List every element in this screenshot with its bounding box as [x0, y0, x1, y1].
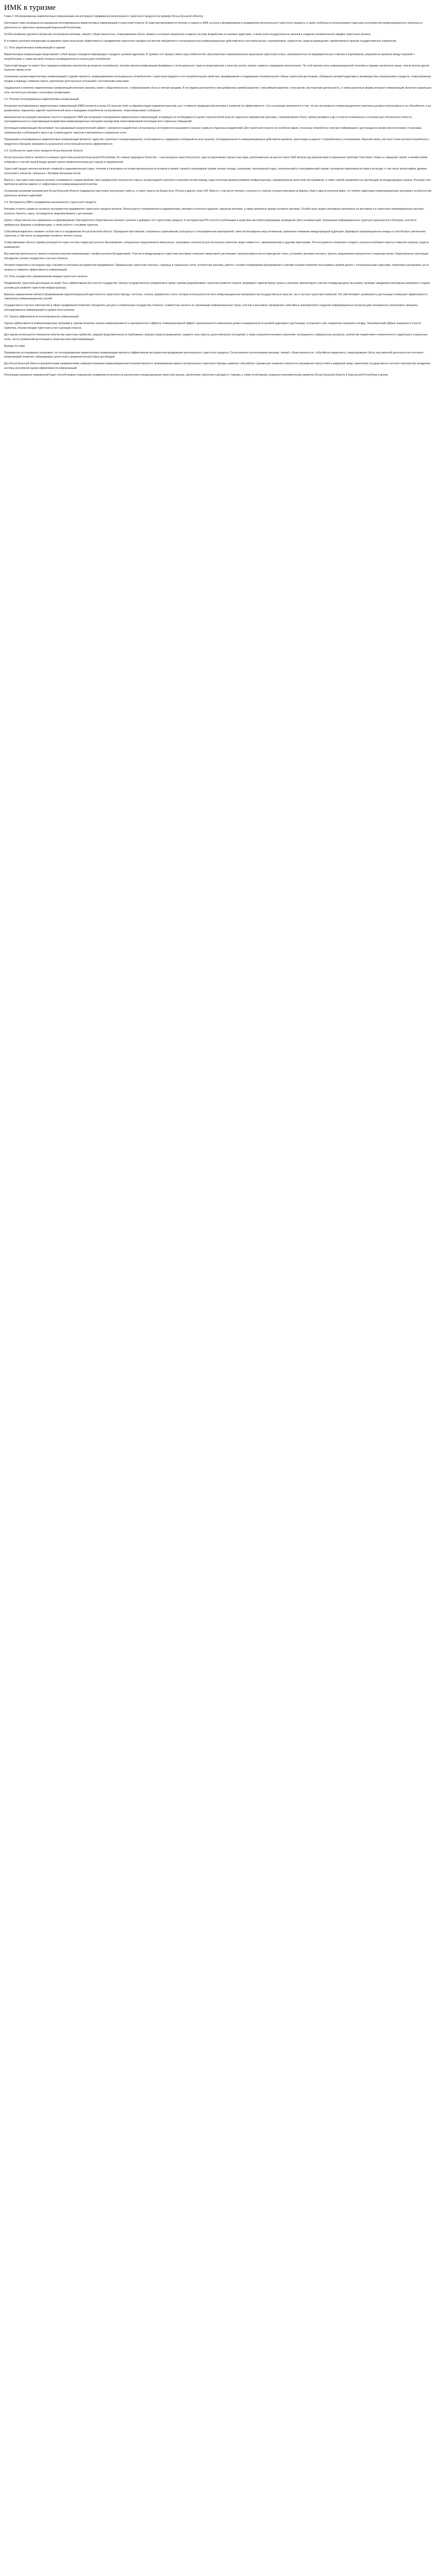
document-paragraph: Стимулирование сбыта в туризме реализуется через систему скидок для раннего бронирования, специальные предложения в межсезонье, программы лояльности для постоянных клиентов, акции совместно с авиакомпаниями и другими партнерами. Эти инструменты позволяют сгладить сезонные колебания спроса и повысить загрузку средств размещения.	[4, 241, 429, 249]
document-paragraph: Для Иссык-Кульской области приоритетными направлениями совершенствования коммуникационной политики являются: формирование единого регионального туристского бренда; развитие событийного туризма для снижения сезонности; расширение присутствия в цифровой среде; укрепление государственно-частного партнерства; внедрение системы регулярной оценки эффективности коммуникаций.	[4, 362, 430, 370]
document-paragraph: Туристский продукт региона включает пляжный и оздоровительный отдых, лечение в санаториях на основе минеральных источников и грязей, горный и пешеходный туризм, конные походы, альпинизм, горнолыжный отдых, экологический и этнографический туризм, посещение памятников истории и культуры, в том числе петроглифов, древних поселений и объектов, связанных с Великим Шелковым путем.	[4, 167, 427, 175]
document-paragraph: Важным направлением является формирование единой визуальной идентичности туристского бренда: логотипа, слогана, фирменного стиля, которые используются во всех коммуникационных материалах как государственных органов, так и частных туристских компаний. Это обеспечивает узнаваемость дестинации и повышает эффективность совокупных коммуникационных усилий.	[4, 293, 428, 301]
document-paragraph: Реклама остается одним из основных инструментов продвижения туристского продукта региона. Используются телевизионная и радиореклама, реклама в печатных изданиях, наружная реклама, а также различные формы интернет-рекламы. Особую роль играют рекламные материалы на выставках и в туристских информационных центрах: каталоги, буклеты, карты, путеводители, видеоматериалы о дестинации.	[4, 208, 425, 215]
document-body	[4, 14, 432, 378]
document-paragraph: Продвижение туристской дестинации не может быть эффективным без участия государства. Органы государственного управления в сфере туризма разрабатывают стратегию развития отрасли, формируют единый бренд страны и регионов, финансируют участие в международных выставках, проводят имиджевые рекламные кампании и создают условия для развития туристской инфраструктуры.	[4, 281, 430, 290]
document-paragraph: Для оценки используются показатели количества туристских прибытий, средней продолжительности пребывания, загрузки средств размещения, среднего чека туриста, доли повторных посещений, а также показатели интернет-аналитики: посещаемость официальных ресурсов, количество подписчиков и вовлеченность аудитории в социальных сетях, число упоминаний дестинации в средствах массовой информации.	[4, 333, 428, 341]
document-paragraph: Принципами интегрированных маркетинговых коммуникаций являются: единство стратегии и позиционирования; согласованность содержания сообщений во всех каналах; последовательность коммуникационных действий во времени; ориентация на диалог с потребителем и установление обратной связи; учет всех точек контакта потребителя с продуктом и брендом; измеримость результатов и постоянный контроль эффективности.	[4, 138, 430, 146]
document-paragraph: Глава 2. Интегрированные маркетинговые коммуникации как инструмент продвижения регионального туристского продукта (на примере Иссык-Кульской области).	[4, 15, 204, 18]
document-paragraph: Основными целями маркетинговых коммуникаций в туризме являются: информирование потенциальных потребителей о туристском продукте и его потребительских свойствах; формирование и поддержание положительного образа туристской дестинации; убеждение целевой аудитории в преимуществах предлагаемого продукта; стимулирование продаж в периоды снижения спроса; укрепление долгосрочных отношений с постоянными клиентами.	[4, 75, 431, 83]
document-paragraph: Выставочная деятельность является важным каналом коммуникации с профессиональной аудиторией. Участие в международных туристских выставках позволяет представить дестинацию туроператорам и агентствам других стран, установить деловые контакты, изучить предложения конкурентов и тенденции рынка. Национальные экспозиции объединяют усилия государства и частного бизнеса.	[4, 252, 428, 260]
document-paragraph: Традиционно в комплекс маркетинговых коммуникаций включают рекламу, связи с общественностью, стимулирование сбыта и личные продажи. В последние десятилетия к ним добавились прямой маркетинг, событийный маркетинг, спонсорство, выставочная деятельность, а также различные формы интернет-коммуникаций, включая социальные сети, контекстную рекламу и поисковую оптимизацию.	[4, 87, 431, 94]
document-paragraph: Государственно-частное партнерство в сфере продвижения позволяет объединить ресурсы и компетенции государства и бизнеса. Совместные проекты по организации информационных туров, участию в выставках, проведению событийных мероприятий и созданию информационных ресурсов дают возможность реализовать принципы интегрированных коммуникаций на уровне всего региона.	[4, 304, 418, 312]
document-paragraph: Проведенное исследование показывает, что интегрированные маркетинговые коммуникации являются эффективным инструментом продвижения регионального туристского продукта. Согласованное использование рекламы, связей с общественностью, событийного маркетинга, стимулирования сбыта, выставочной деятельности и интернет-коммуникаций позволяет сформировать целостный и привлекательный образ дестинации.	[4, 351, 425, 359]
document-paragraph: Маркетинговые коммуникации представляют собой процесс передачи информации о продукте целевой аудитории. В туризме этот процесс имеет ряд особенностей, обусловленных нематериальным характером туристской услуги, невозможностью её предварительного осмотра и опробования, разрывом во времени между покупкой и потреблением, а также высокой степенью неопределенности и риска для потребителя.	[4, 53, 414, 61]
document-paragraph: Концепция интегрированных маркетинговых коммуникаций (ИМК) возникла в конце XX века как ответ на фрагментацию медиапространства, рост стоимости традиционной рекламы и снижение её эффективности. Суть концепции заключается в том, что все инструменты коммуникационного комплекса должны использоваться не обособленно, а во взаимосвязи, подчиняясь единой стратегической цели и передавая потребителю согласованное, непротиворечивое сообщение.	[4, 104, 431, 112]
document-paragraph: Особое внимание уделяется вопросам согласования рекламы, связей с общественностью, стимулирования сбыта, прямого и интернет-маркетинга в единую систему воздействия на целевые аудитории, а также роли государственных органов в создании положительного имиджа туристского региона.	[4, 32, 372, 36]
document-paragraph: Реализация указанных направлений будет способствовать повышению узнаваемости региона на внутреннем и международном туристских рынках, увеличению турпотока и доходов от туризма, а также устойчивому социально-экономическому развитию Иссык-Кульской области и Кыргызской Республики в целом.	[4, 374, 389, 377]
document-paragraph: Иссык-Кульская область является основным туристским регионом Кыргызской Республики. Ее главное природное богатство — высокогорное озеро Иссык-Куль, одно из крупнейших горных озер мира, расположенное на высоте около 1600 метров над уровнем моря и окруженное хребтами Тянь-Шаня. Озеро не замерзает зимой, а мягкий климат побережья и чистый горный воздух делают регион привлекательным для отдыха и оздоровления.	[4, 156, 428, 164]
document-paragraph: 2.1. Роль маркетинговых коммуникаций в туризме	[4, 46, 65, 49]
document-paragraph: Оценка эффективности коммуникационных программ в туризме включает анализ коммуникативного и экономического эффекта. Коммуникативный эффект характеризуется изменением уровня осведомленности целевой аудитории о дестинации, отношения к ней, намерения совершить поездку. Экономический эффект выражается в росте турпотока, объема продаж туристских услуг и доходов отрасли.	[4, 322, 422, 330]
document-paragraph: Настоящая глава посвящена исследованию интегрированных маркетинговых коммуникаций в туристской отрасли. В главе рассматриваются понятие и сущность ИМК, их роль в формировании и продвижении регионального туристского продукта, а также особенности использования отдельных инструментов коммуникационного комплекса в деятельности туристских организаций Кыргызской Республики.	[4, 21, 423, 29]
document-paragraph: Основными целевыми рынками для Иссык-Кульской области традиционно выступают внутренние туристы, а также туристы из Казахстана, России и других стран СНГ. Вместе с тем растет интерес к региону со стороны путешественников из Европы, Азии и других регионов мира, что требует адаптации коммуникационных программ к особенностям различных целевых аудиторий.	[4, 190, 431, 198]
document-paragraph: Туристский продукт не может быть продемонстрирован покупателю до момента потребления, поэтому именно коммуникации формируют у потенциального туриста представление о качестве услуги, уровне сервиса и ожидаемых впечатлениях. По этой причине роль коммуникационной политики в туризме значительно выше, чем во многих других отраслях сферы услуг.	[4, 64, 430, 72]
document-paragraph: 2.5. Роль государства в формировании имиджа туристского региона	[4, 275, 88, 278]
document-paragraph: 2.2. Понятие интегрированных маркетинговых коммуникаций	[4, 97, 79, 101]
document-paragraph: В условиях усиления конкуренции на мировом туристском рынке эффективность продвижения туристского продукта во многом определяется согласованностью коммуникационных действий всех участников рынка: туроператоров, турагентств, средств размещения, перевозчиков и органов государственного управления.	[4, 39, 397, 43]
document-paragraph: 2.4. Инструменты ИМК в продвижении регионального туристского продукта	[4, 201, 96, 205]
document-paragraph: Вместе с тем туристская отрасль региона сталкивается с рядом проблем: ярко выраженной сезонностью спроса, концентрацией турпотока в короткий летний период, недостаточным уровнем развития инфраструктуры, неравномерным качеством обслуживания, а также слабой узнаваемостью дестинации на международных рынках. Решение этих проблем во многом зависит от эффективности коммуникационной политики.	[4, 178, 431, 187]
document-paragraph: Связи с общественностью направлены на формирование благоприятного общественного мнения о регионе и доверия к его туристскому продукту. К инструментам PR относятся публикации в средствах массовой информации, проведение пресс-конференций, организация информационных туров для журналистов и блогеров, участие в профильных форумах и конференциях, а также работа с отзывами туристов.	[4, 218, 416, 227]
document-paragraph: Американская ассоциация рекламных агентств определяет ИМК как концепцию планирования маркетинговых коммуникаций, исходящую из необходимости оценки стратегической роли их отдельных направлений (рекламы, стимулирования сбыта, паблик рилейшнз и др.) и поиска оптимального сочетания для обеспечения четкости, последовательности и максимизации воздействия коммуникационных программ посредством непротиворечивой интеграции всех отдельных обращений.	[4, 115, 413, 124]
document-paragraph: Событийный маркетинг занимает особое место в продвижении Иссык-Кульской области. Проведение фестивалей, спортивных соревнований, культурных и этнографических мероприятий, таких как Всемирные игры кочевников, привлекает внимание международной аудитории, формирует информационные поводы и способствует увеличению турпотока, в том числе за пределами основного летнего сезона.	[4, 230, 426, 238]
document-paragraph: Интернет-маркетинг в последние годы становится ключевым инструментом продвижения. Официальные туристские порталы, страницы в социальных сетях, контекстная реклама, работа с онлайн-платформами бронирования и сайтами отзывов позволяют выстраивать прямой диалог с потенциальными туристами, оперативно реагировать на их запросы и измерять эффективность коммуникаций.	[4, 263, 429, 272]
document-page	[0, 0, 436, 384]
document-paragraph: 2.6. Оценка эффективности интегрированных коммуникаций	[4, 315, 79, 319]
document-paragraph: Выводы по главе	[4, 344, 25, 348]
document-title: ИМК в туризме	[4, 4, 56, 12]
document-paragraph: Интеграция коммуникаций обеспечивает так называемый синергетический эффект: совокупное воздействие согласованных инструментов оказывается сильнее суммы их отдельных воздействий. Для туристской отрасли это особенно важно, поскольку потребитель получает информацию о дестинации из множества источников: от рекламы туроператора и публикаций в прессе до отзывов других туристов и материалов в социальных сетях.	[4, 127, 422, 135]
document-paragraph: 2.3. Особенности туристского продукта Иссык-Кульской области	[4, 149, 83, 152]
